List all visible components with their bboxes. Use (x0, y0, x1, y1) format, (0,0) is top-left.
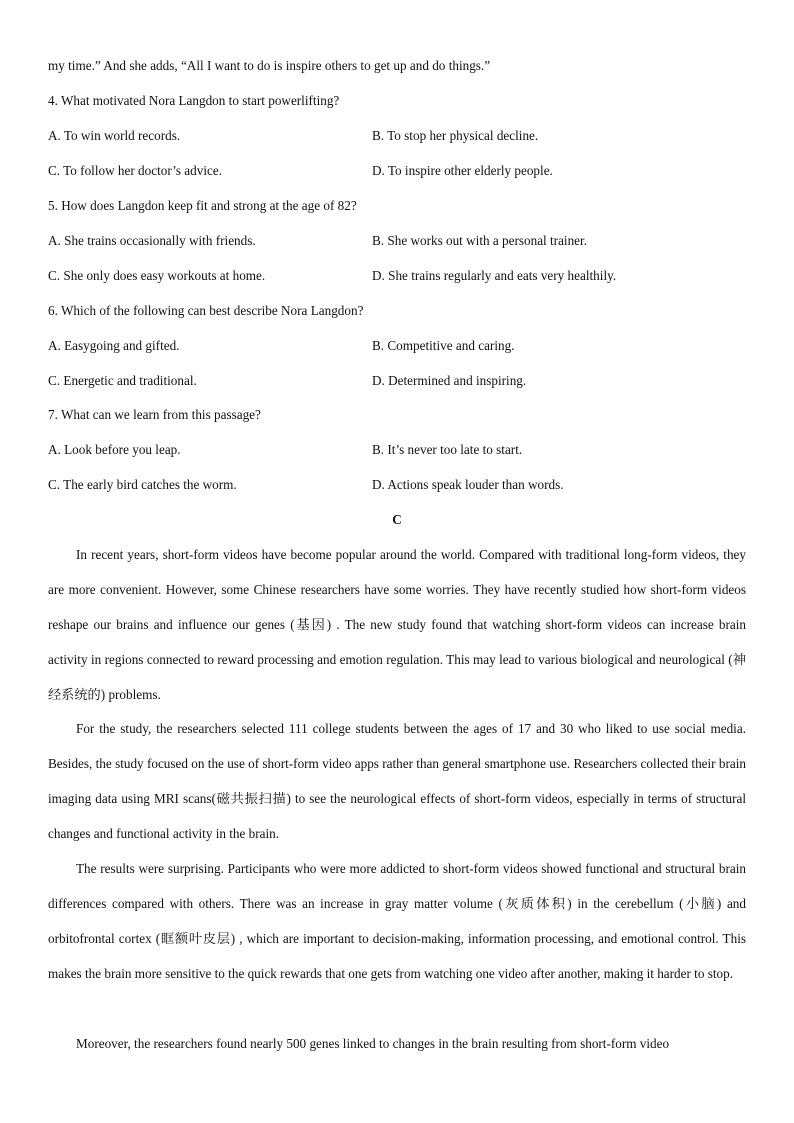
question-4-option-c: C. To follow her doctor’s advice. (48, 163, 223, 178)
question-6-option-a: A. Easygoing and gifted. (48, 338, 180, 353)
passage-paragraph-1: In recent years, short-form videos have become popular around the world. Compared with traditional long-form videos, they are more convenient. However, some Chinese researchers have some worries. They have recently studied how short-form videos reshape our brains and influence our genes (基因) . The new study found that watching short-form videos can increase brain activity in regions connected to reward processing and emotion regulation. This may lead to various biological and neurological (神经系统的) problems. (48, 547, 746, 702)
section-heading: C (392, 512, 402, 527)
passage-paragraph-3: The results were surprising. Participants who were more addicted to short-form videos showed functional and structural brain differences compared with others. There was an increase in gray matter volume (灰质体积) in the cerebellum (小脑) and orbitofrontal cortex (眶额叶皮层) , which are important to decision-making, information processing, and emotional control. This makes the brain more sensitive to the quick rewards that one gets from watching one video after another, making it harder to stop. (48, 861, 746, 981)
question-7-option-b: B. It’s never too late to start. (372, 442, 523, 457)
question-5-option-d: D. She trains regularly and eats very healthily. (372, 268, 617, 283)
intro-line: my time.” And she adds, “All I want to do is inspire others to get up and do things.” (48, 58, 491, 73)
question-5-stem: 5. How does Langdon keep fit and strong at the age of 82? (48, 198, 357, 213)
passage-paragraph-2: For the study, the researchers selected 111 college students between the ages of 17 and 30 who liked to use social media. Besides, the study focused on the use of short-form video apps rather than general smartphone use. Researchers collected their brain imaging data using MRI scans(磁共振扫描) to see the neurological effects of short-form videos, especially in terms of structural changes and functional activity in the brain. (48, 721, 746, 841)
question-7-option-c: C. The early bird catches the worm. (48, 477, 237, 492)
question-5-option-b: B. She works out with a personal trainer. (372, 233, 587, 248)
question-7-option-a: A. Look before you leap. (48, 442, 181, 457)
question-6-option-b: B. Competitive and caring. (372, 338, 515, 353)
question-4-option-b: B. To stop her physical decline. (372, 128, 539, 143)
question-7-stem: 7. What can we learn from this passage? (48, 407, 261, 422)
question-6-stem: 6. Which of the following can best describe Nora Langdon? (48, 303, 364, 318)
question-4-option-d: D. To inspire other elderly people. (372, 163, 553, 178)
question-5-option-a: A. She trains occasionally with friends. (48, 233, 256, 248)
question-4-option-a: A. To win world records. (48, 128, 181, 143)
question-6-option-d: D. Determined and inspiring. (372, 373, 527, 388)
question-4-stem: 4. What motivated Nora Langdon to start powerlifting? (48, 93, 340, 108)
question-6-option-c: C. Energetic and traditional. (48, 373, 197, 388)
question-5-option-c: C. She only does easy workouts at home. (48, 268, 266, 283)
passage-paragraph-4: Moreover, the researchers found nearly 500 genes linked to changes in the brain resulting from short-form video (76, 1036, 670, 1051)
question-7-option-d: D. Actions speak louder than words. (372, 477, 564, 492)
